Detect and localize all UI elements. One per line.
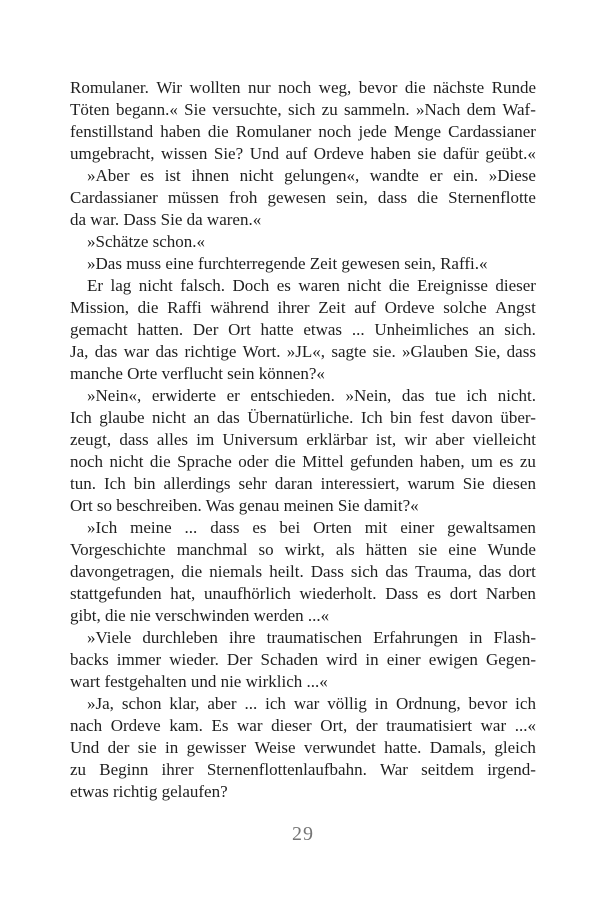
text-line: »Viele durchleben ihre traumatischen Erfahrungen in Flash- xyxy=(87,628,536,647)
text-line: Töten begann.« Sie versuchte, sich zu sammeln. »Nach dem Waf- xyxy=(70,100,536,119)
text-line: Und der sie in gewisser Weise verwundet hatte. Damals, gleich xyxy=(70,738,536,757)
text-line: Er lag nicht falsch. Doch es waren nicht die Ereignisse dieser xyxy=(87,276,536,295)
text-line: Mission, die Raffi während ihrer Zeit auf Ordeve solche Angst xyxy=(70,298,536,317)
text-line: gemacht hatten. Der Ort hatte etwas ... Unheimliches an sich. xyxy=(70,320,536,339)
text-line: etwas richtig gelaufen? xyxy=(70,782,228,801)
text-line: Cardassianer müssen froh gewesen sein, dass die Sternenflotte xyxy=(70,188,536,207)
text-line: »Ich meine ... dass es bei Orten mit einer gewaltsamen xyxy=(87,518,536,537)
text-line: nach Ordeve kam. Es war dieser Ort, der traumatisiert war ...« xyxy=(70,716,536,735)
text-line: Ich glaube nicht an das Übernatürliche. Ich bin fest davon über- xyxy=(70,408,536,427)
text-line: wart festgehalten und nie wirklich ...« xyxy=(70,672,328,691)
text-line: da war. Dass Sie da waren.« xyxy=(70,210,262,229)
text-line: Romulaner. Wir wollten nur noch weg, bevor die nächste Runde xyxy=(70,78,536,97)
text-line: manche Orte verflucht sein können?« xyxy=(70,364,325,383)
text-line: »Nein«, erwiderte er entschieden. »Nein, das tue ich nicht. xyxy=(87,386,536,405)
text-line: fenstillstand haben die Romulaner noch jede Menge Cardassianer xyxy=(70,122,536,141)
text-line: »Schätze schon.« xyxy=(87,232,206,251)
text-line: noch nicht die Sprache oder die Mittel gefunden haben, um es zu xyxy=(70,452,536,471)
body-text xyxy=(70,77,536,803)
text-line: davongetragen, die niemals heilt. Dass sich das Trauma, das dort xyxy=(70,562,536,581)
text-line: Ja, das war das richtige Wort. »JL«, sagte sie. »Glauben Sie, dass xyxy=(70,342,536,361)
page-number: 29 xyxy=(292,823,314,845)
text-line: »Aber es ist ihnen nicht gelungen«, wandte er ein. »Diese xyxy=(87,166,536,185)
text-line: tun. Ich bin allerdings sehr daran interessiert, warum Sie diesen xyxy=(70,474,536,493)
text-line: »Das muss eine furchterregende Zeit gewesen sein, Raffi.« xyxy=(87,254,488,273)
text-line: backs immer wieder. Der Schaden wird in einer ewigen Gegen- xyxy=(70,650,536,669)
text-line: gibt, die nie verschwinden werden ...« xyxy=(70,606,330,625)
text-line: zeugt, dass alles im Universum erklärbar ist, wir aber vielleicht xyxy=(70,430,536,449)
text-line: Vorgeschichte manchmal so wirkt, als hätten sie eine Wunde xyxy=(70,540,536,559)
text-line: zu Beginn ihrer Sternenflottenlaufbahn. War seitdem irgend- xyxy=(70,760,536,779)
text-line: »Ja, schon klar, aber ... ich war völlig in Ordnung, bevor ich xyxy=(87,694,536,713)
text-line: umgebracht, wissen Sie? Und auf Ordeve haben sie dafür geübt.« xyxy=(70,144,536,163)
text-line: stattgefunden hat, unaufhörlich wiederholt. Dass es dort Narben xyxy=(70,584,536,603)
text-line: Ort so beschreiben. Was genau meinen Sie damit?« xyxy=(70,496,419,515)
